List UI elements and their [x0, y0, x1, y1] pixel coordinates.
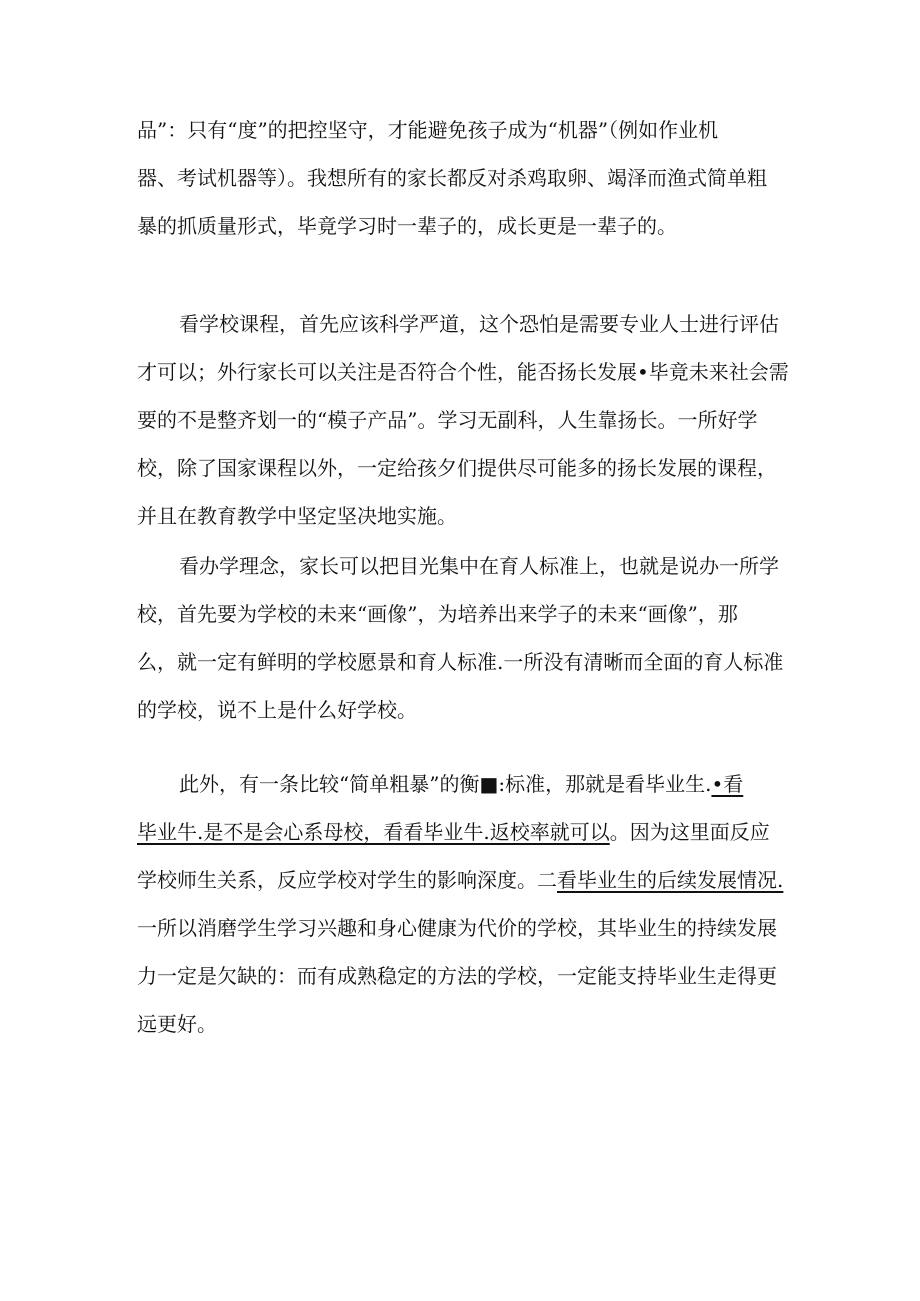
text-line — [137, 760, 787, 808]
paragraph-4 — [137, 760, 787, 1048]
text-line: 一所以消磨学生学习兴趣和身心健康为代价的学校，其毕业生的持续发展 — [137, 916, 777, 940]
text-line: 看学校课程，首先应该科学严道，这个恐怕是需要专业人士进行评估 — [179, 312, 779, 336]
underlined-text: 看毕业生的后续发展情况. — [557, 868, 784, 892]
text-line: 力一定是欠缺的：而有成熟稳定的方法的学校，一定能支持毕业生走得更 — [137, 964, 777, 988]
text-line: 才可以；外行家长可以关注是否符合个性，能否扬长发展•毕竟未来社会需 — [137, 360, 789, 384]
text-line: 么，就一定有鲜明的学校愿景和育人标准.一所没有清晰而全面的育人标准 — [137, 650, 784, 674]
text-line: 远更好。 — [137, 1012, 217, 1036]
text-segment: 。因为这里面反应 — [609, 820, 770, 844]
text-line: 校，首先要为学校的未来“画像”，为培养出来学子的未来“画像”，那 — [137, 602, 738, 626]
text-segment: 学校师生关系，反应学校对学生的影响深度。二 — [137, 868, 557, 892]
text-line: 器、考试机器等）。我想所有的家长都反对杀鸡取卵、竭泽而渔式简单粗 — [137, 166, 767, 190]
paragraph-1 — [137, 106, 787, 250]
underlined-text: 毕业牛.是不是会心系母校，看看毕业牛.返校率就可以 — [137, 820, 610, 844]
text-line — [137, 856, 787, 904]
paragraph-3 — [137, 542, 787, 734]
paragraph-2 — [137, 300, 787, 540]
text-segment: 此外，有一条比较“简单粗暴”的衡■:标准，那就是看毕业生. — [179, 772, 712, 796]
text-line: 校，除了国家课程以外，一定给孩夕们提供尽可能多的扬长发展的课程， — [137, 456, 777, 480]
text-line: 要的不是整齐划一的“模子产品”。学习无副科，人生靠扬长。一所好学 — [137, 408, 758, 432]
text-line: 并且在教育教学中坚定坚决地实施。 — [137, 504, 457, 528]
text-line — [137, 808, 787, 856]
text-line: 的学校，说不上是什么好学校。 — [137, 698, 417, 722]
text-line: 品”：只有“度”的把控坚守，才能避免孩子成为“机器”（例如作业机 — [137, 118, 719, 142]
underlined-text: •看 — [711, 772, 744, 796]
text-line: 暴的抓质量形式，毕竟学习时一辈子的，成长更是一辈子的。 — [137, 214, 677, 238]
text-line: 看办学理念，家长可以把目光集中在育人标准上，也就是说办一所学 — [179, 554, 779, 578]
